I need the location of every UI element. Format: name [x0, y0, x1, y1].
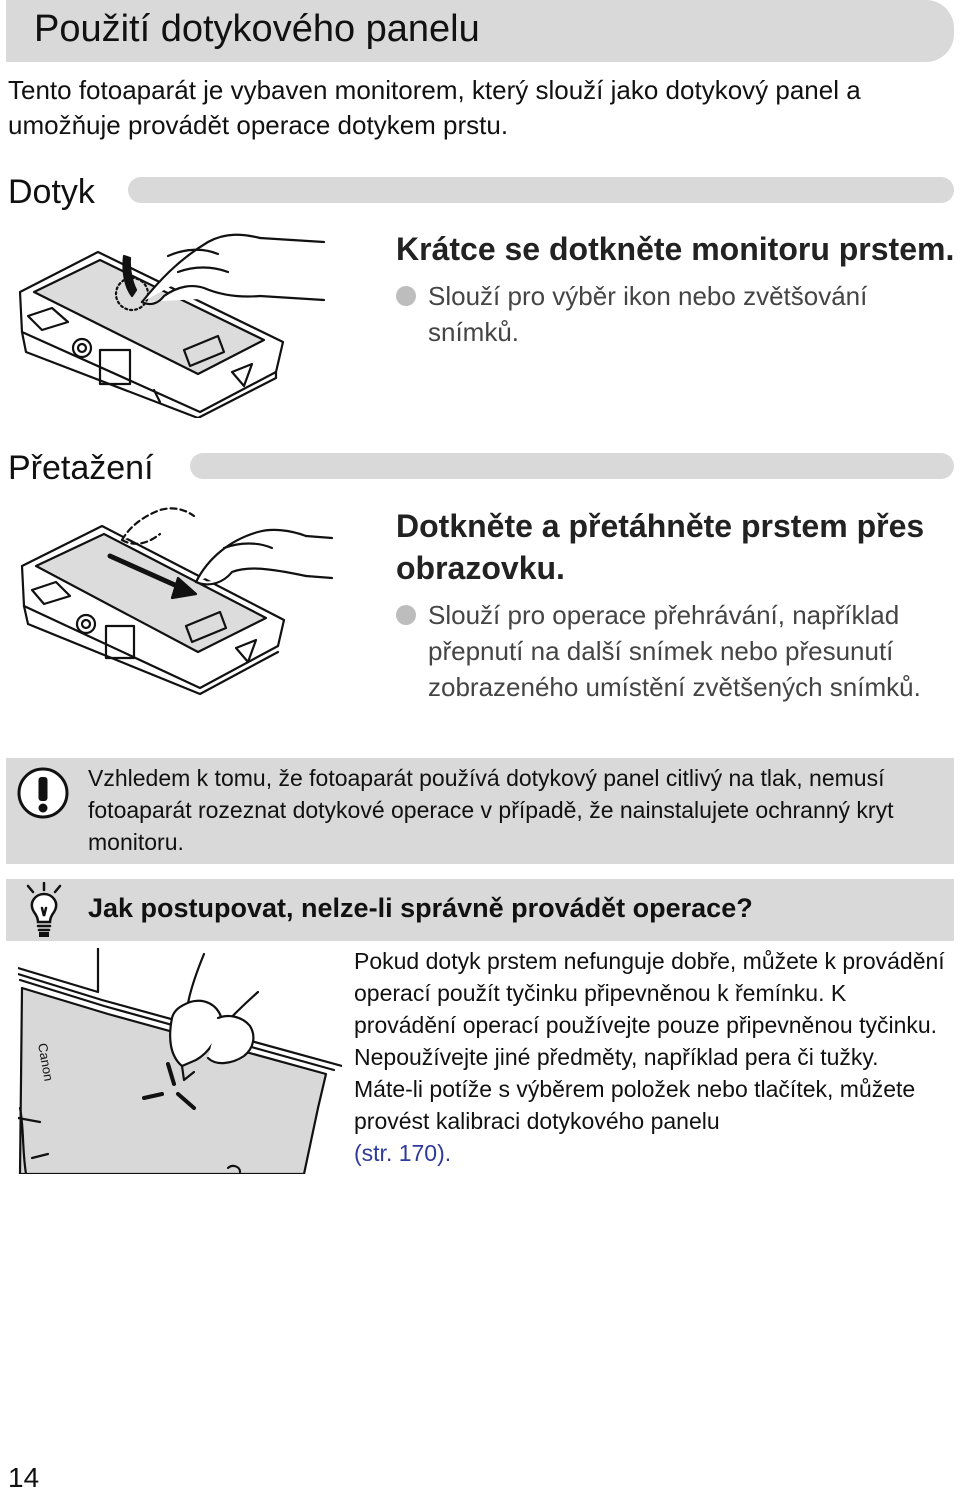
page-reference-link[interactable]: (str. 170).: [354, 1140, 452, 1166]
step-title-drag: Dotkněte a přetáhněte prstem přes obrazovku.: [396, 508, 925, 586]
exclamation-circle-icon: [16, 766, 70, 820]
section-rule-drag: [190, 453, 954, 479]
tip-body: [354, 945, 954, 1169]
step-title-touch: Krátce se dotkněte monitoru prstem.: [396, 231, 955, 267]
camera-drag-illustration: [10, 496, 340, 696]
section-heading-drag: Přetažení: [8, 449, 154, 487]
page-title: Použití dotykového panelu: [34, 8, 480, 50]
caution-text: Vzhledem k tomu, že fotoaparát používá dotykový panel citlivý na tlak, nemusí fotoaparát rozeznat dotykové operace v případě, že nainstalujete ochranný kryt monitoru.: [88, 765, 894, 855]
brand-mark: Canon: [35, 1041, 57, 1083]
step-drag: [396, 505, 956, 705]
camera-tap-illustration: [8, 212, 338, 418]
section-heading-touch: Dotyk: [8, 173, 95, 211]
intro-text: Tento fotoaparát je vybaven monitorem, který slouží jako dotykový panel a umožňuje provádět operace dotykem prstu.: [8, 75, 861, 140]
lightbulb-icon: [20, 882, 68, 938]
step-touch: [396, 228, 956, 350]
tip-title: Jak postupovat, nelze-li správně provádět operace?: [88, 893, 753, 923]
stylus-tap-illustration: [18, 948, 342, 1174]
bullet-touch: Slouží pro výběr ikon nebo zvětšování snímků.: [396, 278, 948, 350]
bullet-dot: [396, 286, 416, 306]
section-rule-touch: [128, 177, 954, 203]
page-number: 14: [8, 1462, 40, 1493]
tip-paragraph-1: Pokud dotyk prstem nefunguje dobře, můžete k provádění operací použít tyčinku připevněnou k řemínku. K provádění operací používejte pouze připevněnou tyčinku. Nepoužívejte jiné předměty, například pera či tužky.: [354, 948, 945, 1070]
bullet-dot: [396, 605, 416, 625]
tip-paragraph-2: Máte-li potíže s výběrem položek nebo tlačítek, můžete provést kalibraci dotykového panelu (str. 170).: [354, 1076, 916, 1166]
bullet-drag: Slouží pro operace přehrávání, například přepnutí na další snímek nebo přesunutí zobrazeného umístění zvětšených snímků.: [396, 597, 948, 705]
